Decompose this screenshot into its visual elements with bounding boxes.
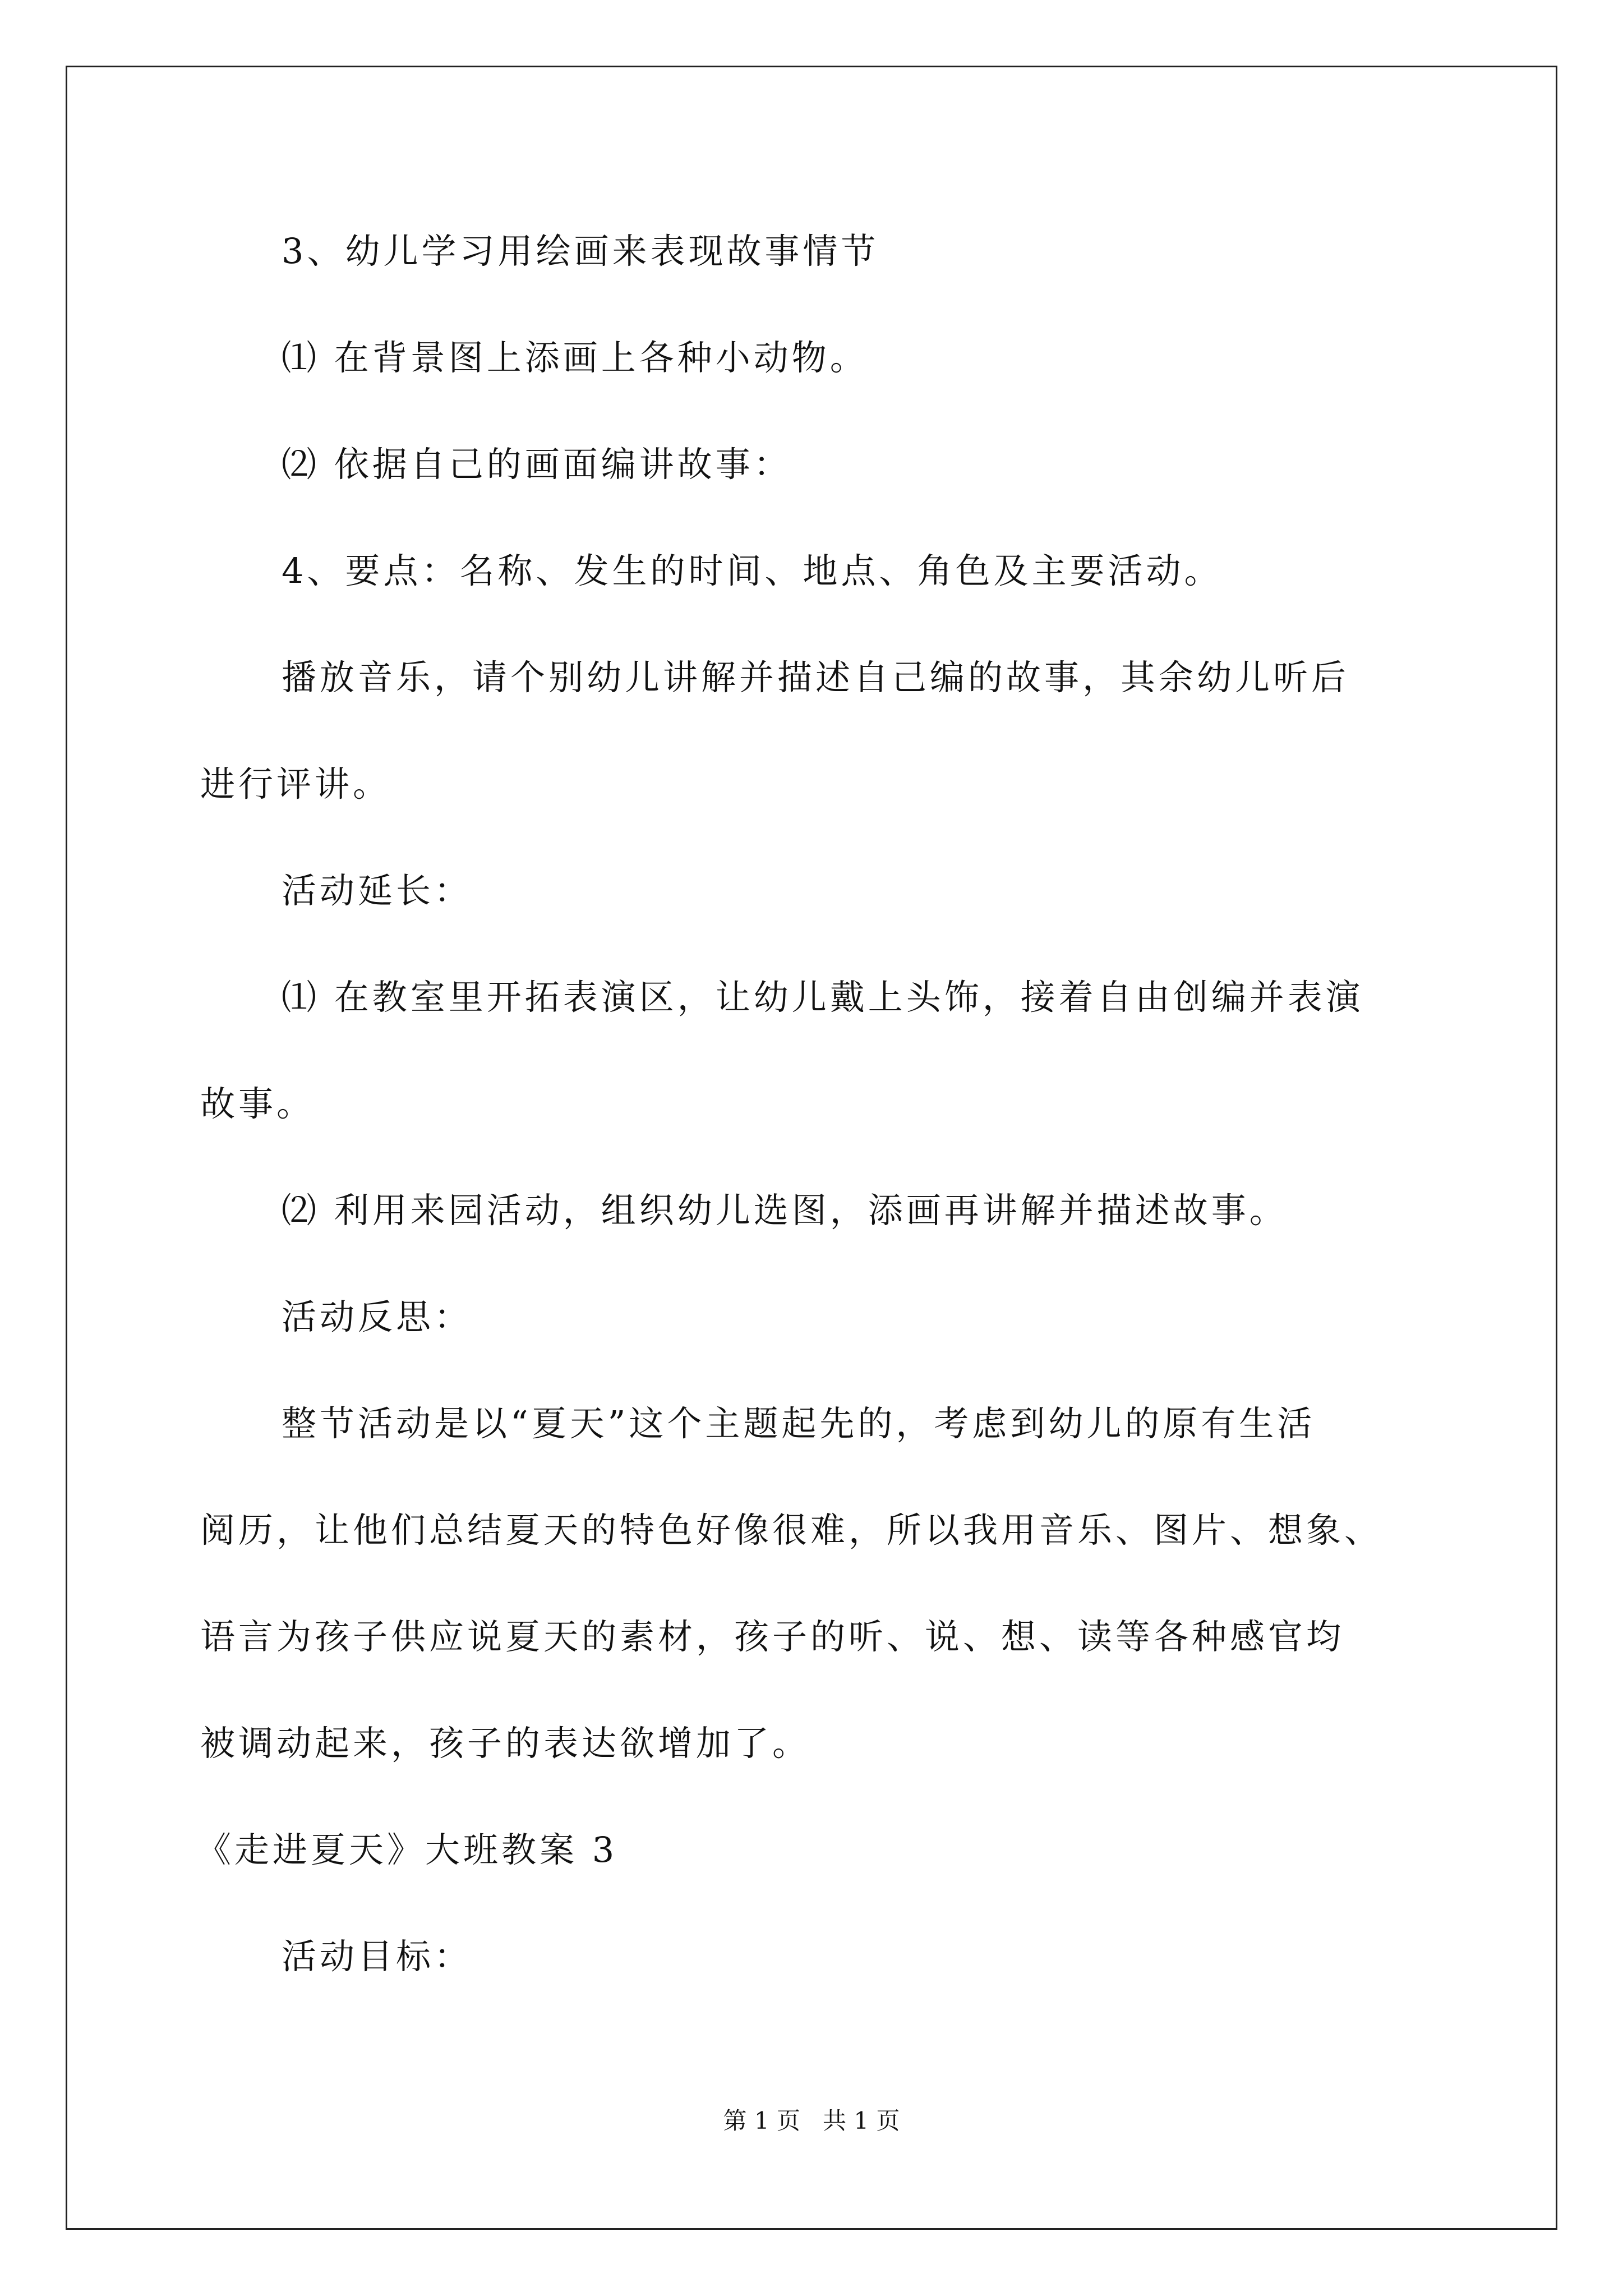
- activity-extension-heading: 活动延长：: [282, 870, 473, 911]
- step-3-item-1: ⑴ 在背景图上添画上各种小动物。: [282, 337, 868, 378]
- step-4-keypoints: 4、要点：名称、发生的时间、地点、角色及主要活动。: [282, 550, 1223, 591]
- paragraph-music-line-1: 播放音乐，请个别幼儿讲解并描述自己编的故事，其余幼儿听后: [282, 657, 1350, 698]
- step-3-item-2: ⑵ 依据自己的画面编讲故事：: [282, 444, 792, 485]
- lesson-plan-title: 《走进夏天》大班教案 3: [196, 1829, 618, 1870]
- extension-item-2: ⑵ 利用来园活动，组织幼儿选图，添画再讲解并描述故事。: [282, 1190, 1288, 1231]
- reflection-line-4: 被调动起来，孩子的表达欲增加了。: [200, 1723, 811, 1764]
- paragraph-music-line-2: 进行评讲。: [200, 763, 391, 804]
- step-3-heading: 3、幼儿学习用绘画来表现故事情节: [282, 231, 879, 272]
- activity-goals-heading: 活动目标：: [282, 1936, 473, 1977]
- page-border: [66, 66, 1557, 2230]
- reflection-line-2: 阅历，让他们总结夏天的特色好像很难，所以我用音乐、图片、想象、: [200, 1510, 1383, 1550]
- extension-item-1-line-1: ⑴ 在教室里开拓表演区，让幼儿戴上头饰，接着自由创编并表演: [282, 977, 1364, 1018]
- extension-item-1-line-2: 故事。: [200, 1083, 315, 1124]
- activity-reflection-heading: 活动反思：: [282, 1296, 473, 1337]
- page-number-footer: 第 1 页 共 1 页: [723, 2107, 900, 2134]
- reflection-line-3: 语言为孩子供应说夏天的素材，孩子的听、说、想、读等各种感官均: [200, 1616, 1345, 1657]
- reflection-line-1: 整节活动是以“夏天”这个主题起先的，考虑到幼儿的原有生活: [282, 1403, 1316, 1444]
